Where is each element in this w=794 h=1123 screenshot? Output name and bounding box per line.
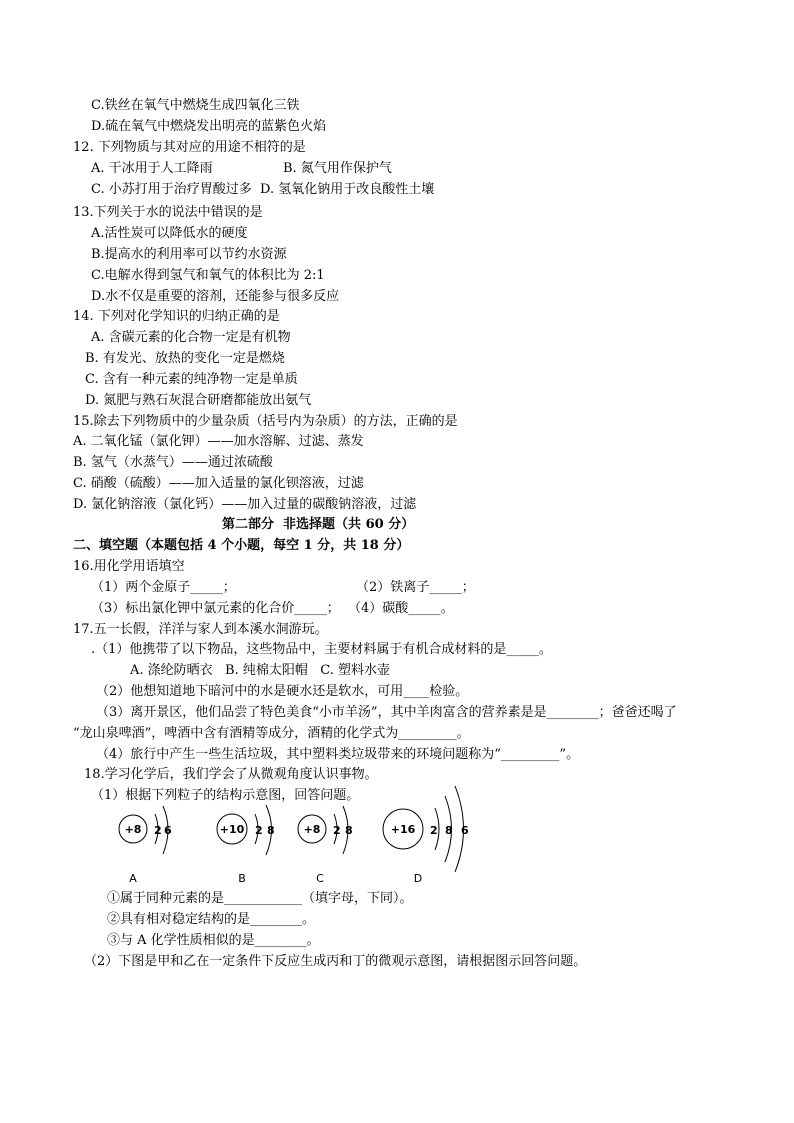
option-13b: B.提高水的利用率可以节约水资源: [91, 247, 287, 262]
q16-part1: （1）两个金原子_____；: [91, 580, 236, 595]
question-18: 18.学习化学后，我们学会了从微观角度认识事物。: [84, 767, 378, 782]
shell-electrons-a2: 6: [164, 824, 172, 837]
option-14b: B. 有发光、放热的变化一定是燃烧: [85, 351, 285, 366]
q16-part2: （2）铁离子_____；: [356, 580, 475, 595]
shell-electrons-b1: 2: [255, 824, 263, 837]
atomic-structure-diagram: [110, 782, 490, 890]
nucleus-charge-c: +8: [303, 823, 321, 836]
option-15b: B. 氢气（水蒸气）——通过浓硫酸: [73, 455, 273, 470]
q17-options: A. 涤纶防晒衣 B. 纯棉太阳帽 C. 塑料水壶: [130, 663, 391, 678]
option-12b: B. 氮气用作保护气: [283, 161, 392, 176]
atom-d: [383, 786, 469, 885]
question-15: 15.除去下列物质中的少量杂质（括号内为杂质）的方法，正确的是: [73, 414, 458, 429]
q18-part2: （2）下图是甲和乙在一定条件下反应生成丙和丁的微观示意图，请根据图示回答问题。: [84, 954, 587, 969]
option-14a: A. 含碳元素的化合物一定是有机物: [91, 330, 291, 345]
option-15c: C. 硝酸（硫酸）——加入适量的氯化钡溶液，过滤: [73, 476, 364, 491]
shell-electrons-d2: 8: [445, 824, 453, 837]
section-subtitle: 二、填空题（本题包括 4 个小题，每空 1 分，共 18 分）: [73, 538, 410, 553]
shell-electrons-a1: 2: [154, 824, 162, 837]
option-12cd: C. 小苏打用于治疗胃酸过多 D. 氢氧化钠用于改良酸性土壤: [91, 182, 435, 197]
q17-part1: .（1）他携带了以下物品，这些物品中，主要材料属于有机合成材料的是_____。: [91, 642, 552, 657]
nucleus-charge-d: +16: [390, 823, 416, 836]
atom-b: [217, 805, 275, 885]
option-13d: D.水不仅是重要的溶剂，还能参与很多反应: [91, 289, 340, 304]
shell-electrons-d1: 2: [430, 824, 438, 837]
q16-part3-4: （3）标出氯化钾中氯元素的化合价_____； （4）碳酸_____。: [91, 601, 454, 616]
question-17: 17.五一长假，洋洋与家人到本溪水洞游玩。: [73, 622, 328, 637]
question-13: 13.下列关于水的说法中错误的是: [73, 205, 263, 220]
q17-part2: （2）他想知道地下暗河中的水是硬水还是软水，可用____检验。: [96, 684, 469, 699]
nucleus-charge-a: +8: [124, 823, 142, 836]
atom-label-c: C: [316, 872, 324, 885]
shell-electrons-d3: 6: [461, 824, 469, 837]
question-12: 12. 下列物质与其对应的用途不相符的是: [73, 140, 306, 155]
option-15a: A. 二氧化锰（氯化钾）——加水溶解、过滤、蒸发: [73, 434, 364, 449]
option-12a: A. 干冰用于人工降雨: [91, 161, 213, 176]
q17-part4: （4）旅行中产生一些生活垃圾，其中塑料类垃圾带来的环境问题称为“_________”。: [96, 747, 580, 762]
atom-c: [298, 806, 353, 885]
option-14d: D. 氮肥与熟石灰混合研磨都能放出氨气: [85, 393, 312, 408]
option-11d: D.硫在氧气中燃烧发出明亮的蓝紫色火焰: [91, 119, 327, 134]
q17-part3: （3）离开景区，他们品尝了特色美食“小市羊汤”，其中羊肉富含的营养素是是________；爸爸还喝了: [96, 705, 677, 720]
question-14: 14. 下列对化学知识的归纳正确的是: [73, 309, 280, 324]
atom-label-b: B: [238, 872, 246, 885]
option-13c: C.电解水得到氢气和氧气的体积比为 2:1: [91, 268, 325, 283]
shell-electrons-c2: 8: [345, 824, 353, 837]
option-11c: C.铁丝在氧气中燃烧生成四氧化三铁: [91, 98, 300, 113]
q18-sub1: ①属于同种元素的是____________（填字母，下同）。: [107, 891, 413, 906]
q18-sub3: ③与 A 化学性质相似的是________。: [107, 933, 320, 948]
atom-a: [119, 806, 172, 885]
section-title: 第二部分 非选择题（共 60 分）: [222, 517, 415, 532]
shell-electrons-c1: 2: [333, 824, 341, 837]
option-15d: D. 氯化钠溶液（氯化钙）——加入过量的碳酸钠溶液，过滤: [73, 497, 417, 512]
shell-electrons-b2: 8: [267, 824, 275, 837]
q18-sub2: ②具有相对稳定结构的是________。: [107, 912, 316, 927]
option-13a: A.活性炭可以降低水的硬度: [91, 226, 248, 241]
nucleus-charge-b: +10: [219, 823, 245, 836]
atom-label-d: D: [413, 872, 423, 885]
question-16: 16.用化学用语填空: [73, 559, 185, 574]
atom-label-a: A: [129, 872, 137, 885]
q17-part3-cont: “龙山泉啤酒”，啤酒中含有酒精等成分，酒精的化学式为_________。: [73, 726, 470, 741]
option-14c: C. 含有一种元素的纯净物一定是单质: [85, 372, 298, 387]
q18-part1: （1）根据下列粒子的结构示意图，回答问题。: [91, 788, 360, 803]
